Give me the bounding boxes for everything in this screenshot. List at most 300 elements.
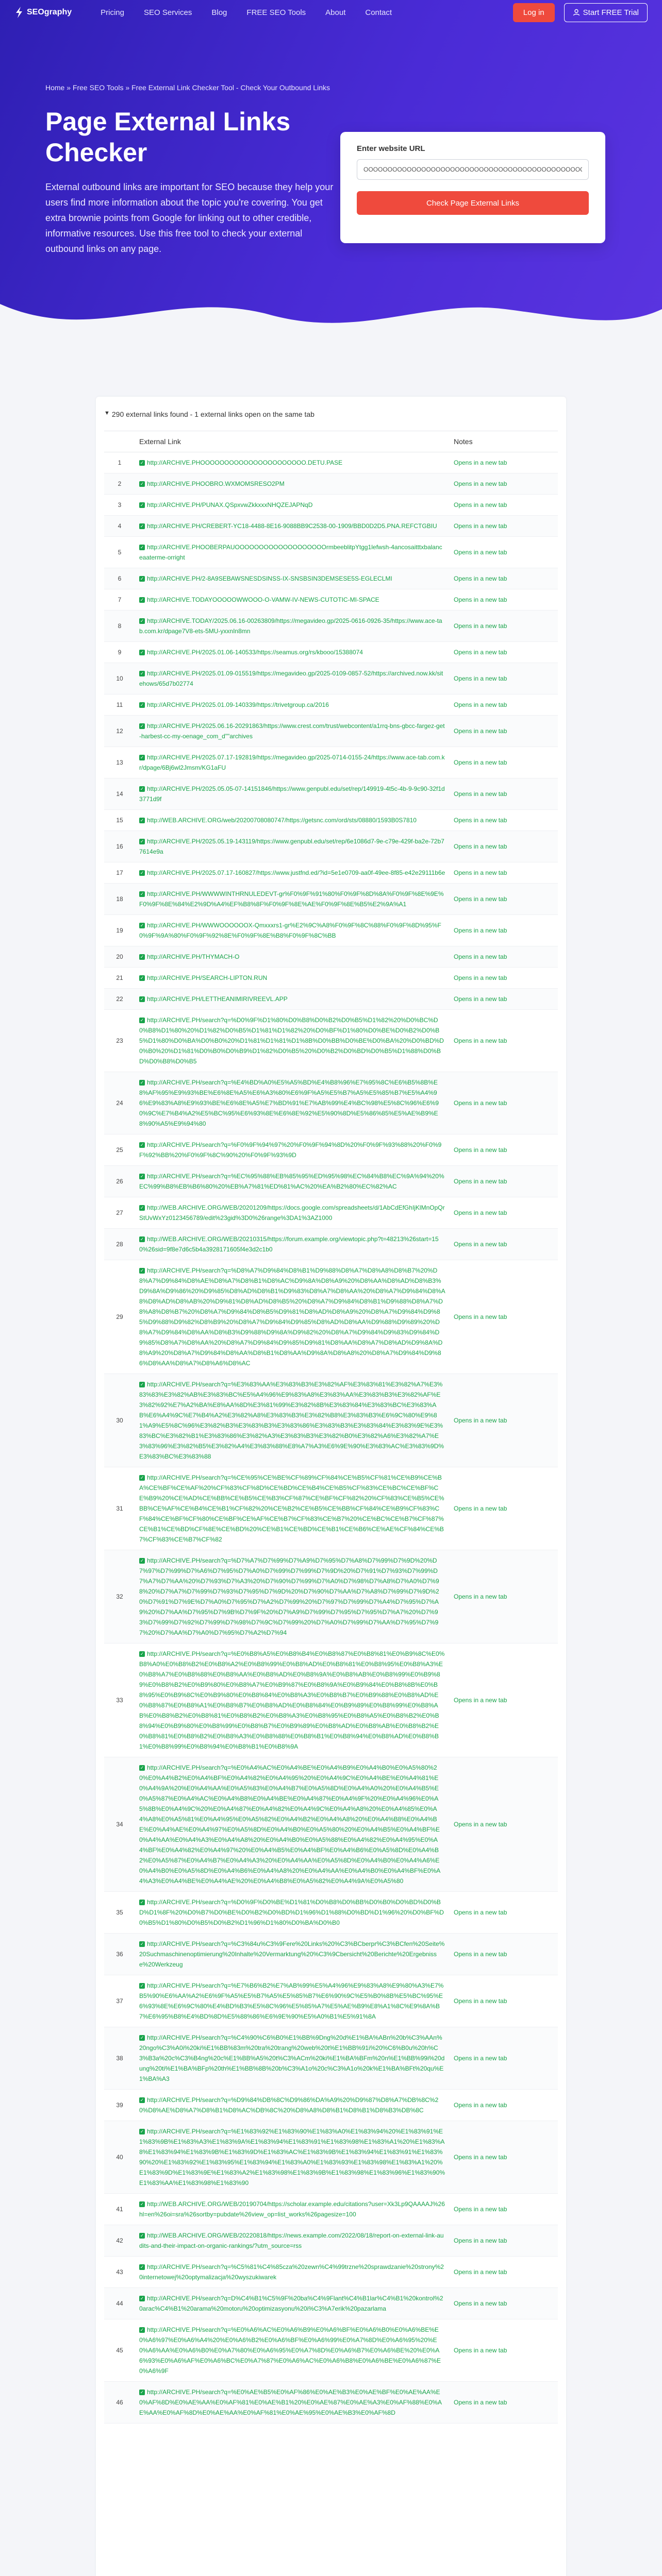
external-link-cell[interactable] (135, 589, 450, 611)
external-link-url[interactable]: http://ARCHIVE.PH/PUNAX.QSpxvwZkkxxxNHQZEJAPNqD (147, 501, 313, 509)
checkmark-icon: ✓ (140, 1174, 144, 1179)
external-link-cell[interactable] (135, 2257, 450, 2288)
external-link-url[interactable]: http://ARCHIVE.PH/search?q=%F0%9F%94%97%20%F0%9F%94%8D%20%F0%9F%93%88%20%F0%9F%92%BB%20%F0%9F%8C%90%20%F0%9F%93%9D (139, 1141, 442, 1159)
checkmark-icon: ✓ (140, 996, 144, 1002)
checkmark-icon: ✓ (140, 523, 144, 529)
nav-link-contact[interactable]: Contact (365, 8, 392, 17)
table-row (104, 1374, 558, 1467)
external-link-url[interactable]: http://WEB.ARCHIVE.ORG/web/20200708080747/https://getsnc.com/ord/sts/08880/1593B0S7810 (147, 817, 417, 824)
table-row (104, 716, 558, 747)
row-note: Opens in a new tab (450, 2027, 558, 2090)
external-link-cell[interactable] (135, 1934, 450, 1975)
intro-text: External outbound links are important for SEO because they help your users find more information about the topic you're covering. You get extra brownie points from Google for linking out to other credible, informative resources. Use this free tool to check your external outbound links on any page. (45, 182, 334, 254)
table-row (104, 537, 558, 568)
row-note: Opens in a new tab (450, 1374, 558, 1467)
row-number: 27 (104, 1197, 135, 1229)
table-row (104, 2121, 558, 2194)
checkmark-icon: ✓ (140, 597, 144, 603)
start-trial-button[interactable] (564, 3, 648, 22)
row-number: 11 (104, 694, 135, 716)
table-row (104, 1010, 558, 1072)
external-link-url[interactable]: http://ARCHIVE.TODAY/2025.06.16-00263809/https://megavideo.gp/2025-0616-0926-35/https://www.ace-tab.com.kr/dpage7V8-ets-5MU-yxxnIn8mn (139, 617, 442, 635)
table-row (104, 884, 558, 915)
checkmark-icon: ✓ (140, 755, 144, 760)
external-link-cell[interactable] (135, 611, 450, 642)
table-row (104, 1934, 558, 1975)
row-note: Opens in a new tab (450, 778, 558, 810)
row-number: 4 (104, 516, 135, 537)
row-note: Opens in a new tab (450, 1134, 558, 1166)
table-row (104, 568, 558, 589)
row-note: Opens in a new tab (450, 946, 558, 968)
external-link-cell[interactable] (135, 1134, 450, 1166)
table-row (104, 946, 558, 968)
table-row (104, 1166, 558, 1197)
external-link-url[interactable]: http://ARCHIVE.PH/search?q=%C4%90%C6%B0%E1%BB%9Dng%20d%E1%BA%ABn%20b%C3%AAn%20ngo%C3%A0i%20ki%E1%BB%83m%20tra%20trang%20web%20t%E1%BB%91i%20%C6%B0u%20h%C3%B3a%20c%C3%B4ng%20c%E1%BB%A5%20t%C3%ACm%20ki%E1%BA%BFm%20n%E1%BB%99i%20dung%20ti%E1%BA%BFp%20th%E1%BB%8B%20b%C3%A1o%20c%C3%A1o%20k%E1%BA%BFt%20qu%E1%BA%A3 (139, 2034, 445, 2082)
row-number: 38 (104, 2027, 135, 2090)
checkmark-icon: ✓ (140, 1941, 144, 1947)
table-row (104, 1229, 558, 1260)
external-link-url[interactable]: http://ARCHIVE.PH/search?q=%D9%84%DB%8C%D9%86%DA%A9%20%D9%87%D8%A7%DB%8C%20%D8%AE%D8%A7%D8%B1%D8%AC%DB%8C%20%D8%A8%D8%B1%D8%B1%D8%B3%DB%8C (139, 2096, 439, 2114)
external-link-url[interactable]: http://ARCHIVE.PH/2-8A9SEBAWSNESDSINSS-IX-SNSBSIN3DEMSESE5S-EGLECLMI (147, 575, 392, 582)
external-link-cell[interactable] (135, 473, 450, 495)
table-row (104, 1467, 558, 1550)
external-link-url[interactable]: http://ARCHIVE.PH/search?q=%E0%B8%A5%E0%B8%B4%E0%B8%87%E0%B8%81%E0%B9%8C%E0%B8%A0%E0%B8%B2%E0%B8%A2%E0%B8%99%E0%B8%AD%E0%B8%81%E0%B8%95%E0%B8%A3%E0%B8%A7%E0%B8%88%E0%B8%AA%E0%B8%AD%E0%B8%9A%E0%B8%AB%E0%B8%99%E0%B9%89%E0%B8%B2%E0%B9%80%E0%B8%A7%E0%B9%87%E0%B8%9A%E0%B9%84%E0%B8%8B%E0%B8%95%E0%B9%8C%E0%B9%80%E0%B8%84%E0%B8%A3%E0%B8%B7%E0%B9%88%E0%B8%AD%E0%B8%87%E0%B8%A1%E0%B8%B7%E0%B8%AD%E0%B8%84%E0%B9%89%E0%B8%99%E0%B8%AB%E0%B8%B2%E0%B8%81%E0%B8%B2%E0%B8%A3%E0%B8%95%E0%B8%A5%E0%B8%B2%E0%B8%94%E0%B9%80%E0%B8%99%E0%B8%B7%E0%B9%89%E0%B8%AD%E0%B8%AB%E0%B8%B2%E0%B8%81%E0%B8%B2%E0%B8%A3%E0%B8%88%E0%B8%B1%E0%B8%94%E0%B8%AD%E0%B8%B1%E0%B8%99%E0%B8%94%E0%B8%B1%E0%B8%9A (139, 1650, 445, 1750)
checkmark-icon: ✓ (140, 839, 144, 844)
table-row (104, 452, 558, 473)
row-number: 28 (104, 1229, 135, 1260)
external-link-cell[interactable] (135, 1010, 450, 1072)
external-link-url[interactable]: http://ARCHIVE.PH/2025.07.17-160827/https://www.justfnd.ed/?id=5e1e0709-aa0f-49ee-8f85-e42e29111b6e (147, 869, 445, 876)
external-link-url[interactable]: http://ARCHIVE.PH/search?q=%D8%A7%D9%84%D8%B1%D9%88%D8%A7%D8%A8%D8%B7%20%D8%A7%D9%84%D8%AE%D8%A7%D8%B1%D8%AC%D9%8A%D8%A9%20%D8%AA%D8%AD%D8%B3%D9%8A%D9%86%20%D9%85%D8%AD%D8%B1%D9%83%D8%A7%D8%AA%20%D8%A7%D9%84%D8%A8%D8%AD%D8%AB%20%D9%81%D8%AD%D8%B5%20%D8%A7%D9%84%D8%B1%D9%88%D8%A7%D8%A8%D8%B7%20%D8%A7%D9%84%D8%B5%D9%81%D8%AD%D8%A9%20%D8%A7%D9%84%D9%85%D9%88%D9%82%D8%B9%20%D8%A7%D9%84%D9%85%D8%AD%D8%AA%D9%88%D9%89%20%D8%A7%D9%84%D8%AA%D8%B3%D9%88%D9%8A%D9%82%20%D8%A7%D9%84%D9%83%D9%84%D9%85%D8%A7%D8%AA%20%D8%A7%D9%84%D9%85%D9%81%D8%AA%D8%A7%D8%AD%D9%8A%D8%A9%20%D8%A7%D9%84%D8%AA%D8%B1%D8%AA%D9%8A%D8%A8%20%D8%A7%D9%84%D9%86%D8%AA%D8%A7%D8%A6%D8%AC (139, 1267, 445, 1367)
external-link-cell[interactable] (135, 537, 450, 568)
row-number: 41 (104, 2194, 135, 2225)
checkmark-icon: ✓ (140, 1080, 144, 1086)
external-link-cell[interactable] (135, 884, 450, 915)
row-note: Opens in a new tab (450, 1229, 558, 1260)
external-link-cell[interactable] (135, 1374, 450, 1467)
checkmark-icon: ✓ (140, 2233, 144, 2239)
checkmark-icon: ✓ (140, 1268, 144, 1274)
row-number: 29 (104, 1260, 135, 1374)
row-note: Opens in a new tab (450, 694, 558, 716)
external-link-cell[interactable] (135, 862, 450, 884)
external-links-table (104, 431, 558, 2424)
external-link-cell[interactable] (135, 946, 450, 968)
checkmark-icon: ✓ (140, 1205, 144, 1211)
table-row (104, 516, 558, 537)
checkmark-icon: ✓ (140, 891, 144, 897)
row-note: Opens in a new tab (450, 2382, 558, 2424)
row-note: Opens in a new tab (450, 495, 558, 516)
checkmark-icon: ✓ (140, 870, 144, 876)
external-link-cell[interactable] (135, 915, 450, 946)
url-input[interactable] (357, 159, 589, 180)
external-link-url[interactable]: http://WEB.ARCHIVE.ORG/WEB/20190704/https://scholar.example.edu/citations?user=Xk3Lp9QAAAAJ%26hl=en%26oi=sra%26sortby=pubdate%26view_op=list_works%26pagesize=100 (139, 2200, 445, 2218)
external-link-cell[interactable] (135, 2121, 450, 2194)
row-note: Opens in a new tab (450, 1975, 558, 2027)
external-link-url[interactable]: http://ARCHIVE.PH/search?q=%D0%9F%D1%80%D0%B8%D0%B2%D0%B5%D1%82%20%D0%BC%D0%B8%D1%80%20%D1%82%D0%B5%D1%81%D1%82%20%D0%BF%D1%80%D0%BE%D0%B2%D0%B5%D1%80%D0%BA%D0%B0%20%D1%81%D1%81%D1%8B%D0%BB%D0%BE%D0%BA%20%D0%BD%D0%B0%20%D1%81%D0%B0%D0%B9%D1%82%D0%B5%20%D0%B2%D0%BD%D0%B5%D1%88%D0%BD%D0%B8%D0%B5 (139, 1016, 444, 1065)
row-number: 36 (104, 1934, 135, 1975)
external-link-cell[interactable] (135, 694, 450, 716)
external-link-cell[interactable] (135, 2194, 450, 2225)
table-row (104, 495, 558, 516)
table-row (104, 611, 558, 642)
checkmark-icon: ✓ (140, 702, 144, 708)
table-header-row (104, 431, 558, 452)
hero-section (0, 0, 662, 340)
start-trial-label: Start FREE Trial (583, 8, 639, 17)
checkmark-icon: ✓ (140, 2129, 144, 2134)
table-row (104, 2319, 558, 2382)
table-row (104, 694, 558, 716)
url-input-label: Enter website URL (357, 144, 425, 153)
row-note: Opens in a new tab (450, 452, 558, 473)
external-link-cell[interactable] (135, 2027, 450, 2090)
table-row (104, 2090, 558, 2121)
table-row (104, 1757, 558, 1892)
row-note: Opens in a new tab (450, 862, 558, 884)
checkmark-icon: ✓ (140, 1382, 144, 1387)
row-number: 5 (104, 537, 135, 568)
external-link-url[interactable]: http://ARCHIVE.PH/search?q=%E0%AE%B5%E0%AF%86%E0%AE%B3%E0%AE%BF%E0%AE%AA%E0%AF%8D%E0%AE%AA%E0%AF%81%E0%AE%B1%20%E0%AE%87%E0%AE%A3%E0%AF%88%E0%AE%AA%E0%AF%8D%E0%AE%AA%E0%AF%81%E0%AE%95%E0%AE%B3%E0%AF%8D (139, 2388, 442, 2416)
row-number: 42 (104, 2225, 135, 2257)
external-link-cell[interactable] (135, 1550, 450, 1643)
row-note: Opens in a new tab (450, 642, 558, 663)
row-note: Opens in a new tab (450, 537, 558, 568)
logo-text: SEOgraphy (27, 8, 72, 16)
external-link-cell[interactable] (135, 831, 450, 862)
external-link-cell[interactable] (135, 1467, 450, 1550)
external-link-cell[interactable] (135, 1892, 450, 1934)
external-link-url[interactable]: http://ARCHIVE.PH/2025.01.09-140339/https://trivetgroup.ca/2016 (147, 701, 329, 708)
table-row (104, 642, 558, 663)
table-row (104, 1975, 558, 2027)
row-number: 30 (104, 1374, 135, 1467)
row-number: 18 (104, 884, 135, 915)
row-number: 22 (104, 989, 135, 1010)
logo-icon (14, 6, 24, 19)
external-link-cell[interactable] (135, 452, 450, 473)
row-note: Opens in a new tab (450, 1010, 558, 1072)
external-link-url[interactable]: http://ARCHIVE.PH/search?q=%C3%84u%C3%9Fere%20Links%20%C3%BCberpr%C3%BCfen%20Seite%20Suchmaschinenoptimierung%20Inhalte%20Vermarktung%20%C3%9Cbersicht%20Berichte%20Ergebnisse%20Werkzeug (139, 1940, 445, 1968)
row-number: 2 (104, 473, 135, 495)
user-icon (573, 9, 580, 16)
row-note: Opens in a new tab (450, 1260, 558, 1374)
checkmark-icon: ✓ (140, 481, 144, 487)
results-summary-text: 290 external links found - 1 external links open on the same tab (111, 410, 315, 418)
row-number: 25 (104, 1134, 135, 1166)
row-number: 45 (104, 2319, 135, 2382)
row-note: Opens in a new tab (450, 2090, 558, 2121)
row-note: Opens in a new tab (450, 747, 558, 778)
external-link-url[interactable]: http://ARCHIVE.PH/2025.05.05-07-14151846/https://www.genpubl.edu/set/rep/149919-4t5c-4b-9-9c90-32f1d3771d9f (139, 785, 445, 803)
table-row (104, 1550, 558, 1643)
row-number: 34 (104, 1757, 135, 1892)
external-link-cell[interactable] (135, 1975, 450, 2027)
external-link-url[interactable]: http://ARCHIVE.PH/CREBERT-YC18-4488-8E16-9088BB9C2538-00-1909/BBD0D2D5.PNA.REFCTGBIU (147, 522, 437, 530)
external-link-url[interactable]: http://ARCHIVE.PH/THYMACH-O (147, 953, 240, 960)
row-note: Opens in a new tab (450, 516, 558, 537)
external-link-cell[interactable] (135, 2319, 450, 2382)
row-note: Opens in a new tab (450, 1072, 558, 1134)
nav-link-blog[interactable]: Blog (211, 8, 227, 17)
external-link-cell[interactable] (135, 516, 450, 537)
row-number: 39 (104, 2090, 135, 2121)
external-link-cell[interactable] (135, 1757, 450, 1892)
checkmark-icon: ✓ (140, 1018, 144, 1023)
external-link-url[interactable]: http://ARCHIVE.PH/search?q=%E4%BD%A0%E5%A5%BD%E4%B8%96%E7%95%8C%E6%B5%8B%E8%AF%95%E9%93%BE%E6%8E%A5%E6%A3%80%E6%9F%A5%E5%B7%A5%E5%85%B7%E5%A4%96%E9%83%A8%E9%93%BE%E6%8E%A5%E7%BD%91%E7%AB%99%E4%BC%98%E5%8C%96%E6%90%9C%E7%B4%A2%E5%BC%95%E6%93%8E%E6%8E%92%E5%90%8D%E5%86%85%E5%AE%B9%E8%90%A5%E9%94%80 (139, 1079, 439, 1127)
row-note: Opens in a new tab (450, 884, 558, 915)
external-link-cell[interactable] (135, 1072, 450, 1134)
row-note: Opens in a new tab (450, 611, 558, 642)
checkmark-icon: ✓ (140, 954, 144, 960)
row-number: 15 (104, 810, 135, 831)
row-note: Opens in a new tab (450, 2319, 558, 2382)
external-link-cell[interactable] (135, 2090, 450, 2121)
checkmark-icon: ✓ (140, 1983, 144, 1989)
table-row (104, 968, 558, 989)
table-row (104, 862, 558, 884)
external-link-url[interactable]: http://ARCHIVE.PH/LETTHEANIMIRIVREEVL.APP (147, 995, 288, 1003)
row-number: 35 (104, 1892, 135, 1934)
checkmark-icon: ✓ (140, 1142, 144, 1148)
checkmark-icon: ✓ (140, 723, 144, 729)
row-number: 43 (104, 2257, 135, 2288)
external-link-cell[interactable] (135, 642, 450, 663)
external-link-url[interactable]: http://ARCHIVE.PHOOBERPAUOOOOOOOOOOOOOOOOOOOrmbeeblitpYtgg1lefwsh-4ancosaitttxbalanceaaterme-orright (139, 544, 442, 561)
external-link-url[interactable]: http://ARCHIVE.PH/2025.07.17-192819/https://megavideo.gp/2025-0714-0155-24/https://www.ace-tab.com.kr/dpage/6Bj6wl2Jmsm/KG1aFU (139, 754, 445, 771)
checkmark-icon: ✓ (140, 818, 144, 823)
checkmark-icon: ✓ (140, 502, 144, 508)
table-row (104, 810, 558, 831)
checkmark-icon: ✓ (140, 2201, 144, 2207)
table-row (104, 1072, 558, 1134)
row-note: Opens in a new tab (450, 568, 558, 589)
column-header-notes: Notes (450, 431, 558, 452)
external-link-cell[interactable] (135, 1260, 450, 1374)
checkmark-icon: ✓ (140, 618, 144, 624)
row-note: Opens in a new tab (450, 1197, 558, 1229)
row-number: 3 (104, 495, 135, 516)
external-link-url[interactable]: http://ARCHIVE.PH/SEARCH-LIPTON.RUN (147, 974, 268, 981)
table-row (104, 831, 558, 862)
external-link-url[interactable]: http://ARCHIVE.PH/search?q=%EC%95%88%EB%85%95%ED%95%98%EC%84%B8%EC%9A%94%20%EC%99%B8%EB%B6%80%20%EB%A7%81%ED%81%AC%20%EA%B2%80%EC%82%AC (139, 1173, 444, 1190)
logo[interactable] (14, 6, 72, 19)
page-title: Page External Links Checker (45, 107, 291, 167)
nav-link-free-seo-tools[interactable]: FREE SEO Tools (246, 8, 306, 17)
checkmark-icon: ✓ (140, 671, 144, 676)
external-link-url[interactable]: http://WEB.ARCHIVE.ORG/WEB/20210315/https://forum.example.org/viewtopic.php?t=48213%26start=150%26sid=9f8e7d6c5b4a3928171605f4e3d2c1b0 (139, 1235, 439, 1253)
external-link-url[interactable]: http://ARCHIVE.PH/search?q=%E3%83%AA%E3%83%B3%E3%82%AF%E3%83%81%E3%82%A7%E3%83%83%E3%82%AB%E3%83%BC%E5%A4%96%E9%83%A8%E3%83%AA%E3%83%B3%E3%82%AF%E3%82%92%E7%A2%BA%E8%AA%8D%E3%81%99%E3%82%8B%E3%83%84%E3%83%BC%E3%83%AB%E6%A4%9C%E7%B4%A2%E3%82%A8%E3%83%B3%E3%82%B8%E3%83%B3%E6%9C%80%E9%81%A9%E5%8C%96%E3%82%B3%E3%83%B3%E3%83%86%E3%83%B3%E3%83%84%E3%83%9E%E3%83%BC%E3%82%B1%E3%83%86%E3%82%A3%E3%83%B3%E3%82%B0%E3%82%A6%E3%82%A7%E3%83%96%E3%82%B5%E3%82%A4%E3%83%88%E8%A7%A3%E6%9E%90%E3%83%AC%E3%83%9D%E3%83%BC%E3%83%88 (139, 1381, 444, 1460)
external-link-cell[interactable] (135, 778, 450, 810)
external-link-url[interactable]: http://ARCHIVE.PH/WWWOOOOOOX-Qmxxxrs1-gr%E2%9C%A8%F0%9F%8C%88%F0%9F%8D%95%F0%9F%9A%80%F0%9F%92%8E%F0%9F%8E%B8%F0%9F%8C%BB (139, 922, 441, 939)
table-row (104, 915, 558, 946)
checkmark-icon: ✓ (140, 2035, 144, 2041)
column-header-link: External Link (135, 431, 450, 452)
row-number: 13 (104, 747, 135, 778)
row-number: 20 (104, 946, 135, 968)
table-row (104, 2027, 558, 2090)
row-note: Opens in a new tab (450, 1757, 558, 1892)
table-row (104, 1643, 558, 1757)
external-link-url[interactable]: http://ARCHIVE.PH/search?q=%E0%A6%AC%E0%A6%B9%E0%A6%BF%E0%A6%B0%E0%A6%BE%E0%A6%97%E0%A6%A4%20%E0%A6%B2%E0%A6%BF%E0%A6%99%E0%A7%8D%E0%A6%95%20%E0%A6%AA%E0%A6%B0%E0%A7%80%E0%A6%95%E0%A7%8D%E0%A6%B7%E0%A6%BE%20%E0%A6%93%E0%A6%AF%E0%A6%BC%E0%A7%87%E0%A6%AC%E0%A6%B8%E0%A6%BE%E0%A6%87%E0%A6%9F (139, 2326, 441, 2375)
external-link-cell[interactable] (135, 2225, 450, 2257)
checkmark-icon: ✓ (140, 2264, 144, 2270)
row-note: Opens in a new tab (450, 1467, 558, 1550)
row-note: Opens in a new tab (450, 589, 558, 611)
row-number: 12 (104, 716, 135, 747)
results-panel (96, 397, 566, 2576)
table-row (104, 1134, 558, 1166)
table-row (104, 2194, 558, 2225)
external-link-url[interactable]: http://ARCHIVE.PHOOOOOOOOOOOOOOOOOOOOOO.DETU.PASE (147, 459, 343, 466)
checkmark-icon: ✓ (140, 975, 144, 981)
row-note: Opens in a new tab (450, 1643, 558, 1757)
nav-link-seo-services[interactable]: SEO Services (144, 8, 192, 17)
external-link-cell[interactable] (135, 1197, 450, 1229)
table-row (104, 1892, 558, 1934)
checkmark-icon: ✓ (140, 650, 144, 655)
external-link-cell[interactable] (135, 989, 450, 1010)
row-number: 1 (104, 452, 135, 473)
row-note: Opens in a new tab (450, 1934, 558, 1975)
row-number: 23 (104, 1010, 135, 1072)
top-navbar (0, 0, 662, 25)
external-link-cell[interactable] (135, 810, 450, 831)
checkmark-icon: ✓ (140, 2296, 144, 2301)
row-number: 46 (104, 2382, 135, 2424)
row-note: Opens in a new tab (450, 2257, 558, 2288)
external-link-url[interactable]: http://ARCHIVE.PH/search?q=%E7%B6%B2%E7%AB%99%E5%A4%96%E9%83%A8%E9%80%A3%E7%B5%90%E6%AA%A2%E6%9F%A5%E5%B7%A5%E5%85%B7%E6%90%9C%E5%B0%8B%E5%BC%95%E6%93%8E%E6%9C%80%E4%BD%B3%E5%8C%96%E5%85%A7%E5%AE%B9%E8%A1%8C%E9%8A%B7%E6%95%B8%E4%BD%8D%E5%88%86%E6%9E%90%E5%A0%B1%E5%91%8A (139, 1982, 444, 2020)
row-note: Opens in a new tab (450, 2194, 558, 2225)
row-number: 32 (104, 1550, 135, 1643)
row-note: Opens in a new tab (450, 663, 558, 694)
row-number: 17 (104, 862, 135, 884)
external-link-cell[interactable] (135, 1166, 450, 1197)
row-note: Opens in a new tab (450, 473, 558, 495)
external-link-url[interactable]: http://ARCHIVE.PH/2025.01.06-140533/https://seamus.org/rs/kbooo/15388074 (147, 649, 363, 656)
row-note: Opens in a new tab (450, 716, 558, 747)
nav-actions (513, 3, 648, 22)
external-link-cell[interactable] (135, 968, 450, 989)
external-link-url[interactable]: http://ARCHIVE.PH/search?q=%D0%9F%D0%BE%D1%81%D0%B8%D0%BB%D0%B0%D0%BD%D0%BD%D1%8F%20%D0%B7%D0%BE%D0%B2%D0%BD%D1%96%D1%88%D0%BD%D1%96%20%D0%BF%D0%B5%D1%80%D0%B5%D0%B2%D1%96%D1%80%D0%BA%D0%B0 (139, 1899, 444, 1926)
row-number: 31 (104, 1467, 135, 1550)
url-check-form (340, 132, 605, 243)
table-row (104, 473, 558, 495)
nav-link-about[interactable]: About (325, 8, 346, 17)
checkmark-icon: ✓ (140, 2327, 144, 2333)
table-row (104, 778, 558, 810)
table-row (104, 747, 558, 778)
external-link-cell[interactable] (135, 1229, 450, 1260)
table-row (104, 663, 558, 694)
external-link-cell[interactable] (135, 2288, 450, 2319)
external-link-url[interactable]: http://ARCHIVE.PH/WWWWINTHRNULEDEVT-gr%F0%9F%91%80%F0%9F%8D%8A%F0%9F%8E%9E%F0%9F%8E%84%E2%9D%A4%EF%B8%8F%F0%9F%8E%AE%F0%9F%8E%B5%E2%9A%A1 (139, 890, 444, 908)
external-link-url[interactable]: http://ARCHIVE.PH/search?q=%CE%95%CE%BE%CF%89%CF%84%CE%B5%CF%81%CE%B9%CE%BA%CE%BF%CE%AF%20%CF%83%CF%8D%CE%BD%CE%B4%CE%B5%CF%83%CE%BC%CE%BF%CE%B9%20%CE%AD%CE%BB%CE%B5%CE%B3%CF%87%CE%BF%CF%82%20%CF%83%CE%B5%CE%BB%CE%AF%CE%B4%CE%B1%CF%82%20%CE%B2%CE%B5%CE%BB%CF%84%CE%B9%CF%83%CF%84%CE%BF%CF%80%CE%BF%CE%AF%CE%B7%CF%83%CE%B7%20%CE%BC%CE%B7%CF%87%CE%B1%CE%BD%CF%8E%CE%BD%20%CE%B1%CE%BD%CE%B1%CE%B6%CE%AE%CF%84%CE%B7%CF%83%CE%B7%CF%82 (139, 1474, 444, 1543)
external-link-url[interactable]: http://ARCHIVE.PH/2025.06.16-20291863/https://www.crest.com/trust/webcontent/a1rrq-bns-gbcc-fargez-get-harbest-cc-my-oenage_com_d""archives (139, 722, 445, 740)
external-link-cell[interactable] (135, 568, 450, 589)
collapse-triangle-icon: ▼ (104, 410, 110, 416)
row-number: 26 (104, 1166, 135, 1197)
external-link-url[interactable]: http://ARCHIVE.PH/2025.01.09-015519/https://megavideo.gp/2025-0109-0857-52/https://archived.now.kk/sitehows/65d7b02774 (139, 670, 443, 687)
row-number: 16 (104, 831, 135, 862)
row-number: 19 (104, 915, 135, 946)
external-link-url[interactable]: http://ARCHIVE.PH/search?q=%E1%83%92%E1%83%90%E1%83%A0%E1%83%94%20%E1%83%91%E1%83%9B%E1%83%A3%E1%83%9A%E1%83%94%E1%83%91%E1%83%98%E1%83%A1%20%E1%83%A8%E1%83%94%E1%83%9B%E1%83%9D%E1%83%AC%E1%83%9B%E1%83%94%E1%83%91%E1%83%90%20%E1%83%92%E1%83%95%E1%83%94%E1%83%A0%E1%83%93%E1%83%98%E1%83%A1%20%E1%83%9D%E1%83%9E%E1%83%A2%E1%83%98%E1%83%9B%E1%83%98%E1%83%96%E1%83%90%E1%83%AA%E1%83%98%E1%83%90 (139, 2128, 445, 2187)
row-number: 44 (104, 2288, 135, 2319)
table-row (104, 2288, 558, 2319)
row-note: Opens in a new tab (450, 1166, 558, 1197)
checkmark-icon: ✓ (140, 1900, 144, 1905)
row-note: Opens in a new tab (450, 1892, 558, 1934)
checkmark-icon: ✓ (140, 576, 144, 582)
breadcrumb[interactable]: Home » Free SEO Tools » Free External Link Checker Tool - Check Your Outbound Links (45, 83, 330, 92)
row-number: 8 (104, 611, 135, 642)
external-link-cell[interactable] (135, 663, 450, 694)
checkmark-icon: ✓ (140, 1651, 144, 1657)
results-summary[interactable] (96, 397, 566, 431)
external-link-url[interactable]: http://WEB.ARCHIVE.ORG/WEB/20201209/https://docs.google.com/spreadsheets/d/1AbCdEfGhIjKlMnOpQrStUvWxYz0123456789/edit%23gid%3D0%26range%3DA1%3AZ1000 (139, 1204, 445, 1222)
external-link-cell[interactable] (135, 2382, 450, 2424)
row-note: Opens in a new tab (450, 2225, 558, 2257)
checkmark-icon: ✓ (140, 1236, 144, 1242)
table-body (104, 452, 558, 2424)
external-link-url[interactable]: http://ARCHIVE.PH/2025.05.19-143119/https://www.genpubl.edu/set/rep/6e1086d7-9e-c79e-429f-ba2e-72b77614e9a (139, 838, 444, 855)
external-link-cell[interactable] (135, 495, 450, 516)
checkmark-icon: ✓ (140, 1765, 144, 1771)
row-number: 24 (104, 1072, 135, 1134)
table-row (104, 589, 558, 611)
external-link-cell[interactable] (135, 1643, 450, 1757)
row-number: 40 (104, 2121, 135, 2194)
table-row (104, 2225, 558, 2257)
row-number: 33 (104, 1643, 135, 1757)
nav-links (101, 8, 392, 17)
external-link-url[interactable]: http://ARCHIVE.TODAYOOOOOWWOOO-O-VAMW-IV-NEWS-CUTOTIC-MI-SPACE (147, 596, 379, 603)
external-link-cell[interactable] (135, 747, 450, 778)
row-number: 9 (104, 642, 135, 663)
table-row (104, 2382, 558, 2424)
row-note: Opens in a new tab (450, 968, 558, 989)
check-links-button[interactable]: Check Page External Links (357, 191, 589, 215)
checkmark-icon: ✓ (140, 786, 144, 792)
row-note: Opens in a new tab (450, 1550, 558, 1643)
login-button[interactable]: Log in (513, 3, 555, 22)
checkmark-icon: ✓ (140, 1558, 144, 1564)
external-link-url[interactable]: http://ARCHIVE.PH/search?q=%C5%81%C4%85cza%20zewn%C4%99trzne%20sprawdzanie%20strony%20internetowej%20optymalizacja%20wyszukiwarek (139, 2263, 444, 2281)
table-row (104, 989, 558, 1010)
table-row (104, 1197, 558, 1229)
hero-wave-divider (0, 289, 662, 350)
row-number: 10 (104, 663, 135, 694)
external-link-url[interactable]: http://ARCHIVE.PH/search?q=D%C4%B1%C5%9F%20ba%C4%9Flant%C4%B1lar%C4%B1%20kontrol%20arac%C4%B1%20arama%20motoru%20optimizasyonu%20i%C3%A7erik%20pazarlama (139, 2295, 443, 2312)
nav-link-pricing[interactable]: Pricing (101, 8, 124, 17)
checkmark-icon: ✓ (140, 2097, 144, 2103)
table-row (104, 2257, 558, 2288)
checkmark-icon: ✓ (140, 545, 144, 550)
external-link-cell[interactable] (135, 716, 450, 747)
row-note: Opens in a new tab (450, 831, 558, 862)
external-link-url[interactable]: http://ARCHIVE.PH/search?q=%E0%A4%AC%E0%A4%BE%E0%A4%B9%E0%A4%B0%E0%A5%80%20%E0%A4%B2%E0%A4%BF%E0%A4%82%E0%A4%95%20%E0%A4%9C%E0%A4%BE%E0%A4%81%E0%A4%9A%20%E0%A4%AA%E0%A5%83%E0%A4%B7%E0%A5%8D%E0%A4%A0%20%E0%A4%B5%E0%A5%87%E0%A4%AC%E0%A4%B8%E0%A4%BE%E0%A4%87%E0%A4%9F%20%E0%A4%96%E0%A5%8B%E0%A4%9C%20%E0%A4%87%E0%A4%82%E0%A4%9C%E0%A4%A8%20%E0%A4%85%E0%A4%A8%E0%A5%81%E0%A4%95%E0%A5%82%E0%A4%B2%E0%A4%A8%20%E0%A4%B8%E0%A4%BE%E0%A4%AE%E0%A4%97%E0%A5%8D%E0%A4%B0%E0%A5%80%20%E0%A4%B5%E0%A4%BF%E0%A4%AA%E0%A4%A3%E0%A4%A8%20%E0%A4%B0%E0%A5%88%E0%A4%82%E0%A4%95%E0%A4%BF%E0%A4%82%E0%A4%97%20%E0%A4%B5%E0%A4%BF%E0%A4%B6%E0%A5%8D%E0%A4%B2%E0%A5%87%E0%A4%B7%E0%A4%A3%20%E0%A4%AA%E0%A5%8D%E0%A4%B0%E0%A4%A6%E0%A4%B0%E0%A5%8D%E0%A4%B6%E0%A4%A8%20%E0%A4%AA%E0%A4%B0%E0%A4%BF%E0%A4%A3%E0%A4%BE%E0%A4%AE%20%E0%A4%B8%E0%A5%82%E0%A4%9A%E0%A5%80 (139, 1764, 441, 1885)
column-header-number (104, 431, 135, 452)
external-link-url[interactable]: http://ARCHIVE.PHOOBRO.WXMOMSRESO2PM (147, 480, 285, 487)
row-number: 37 (104, 1975, 135, 2027)
row-number: 21 (104, 968, 135, 989)
row-note: Opens in a new tab (450, 989, 558, 1010)
row-note: Opens in a new tab (450, 2121, 558, 2194)
external-link-url[interactable]: http://ARCHIVE.PH/search?q=%D7%A7%D7%99%D7%A9%D7%95%D7%A8%D7%99%D7%9D%20%D7%97%D7%99%D7%A6%D7%95%D7%A0%D7%99%D7%99%D7%9D%20%D7%91%D7%93%D7%99%D7%A7%D7%AA%20%D7%93%D7%A3%20%D7%90%D7%99%D7%A0%D7%98%D7%A8%D7%A0%D7%98%20%D7%A7%D7%99%D7%93%D7%95%D7%9D%20%D7%90%D7%AA%D7%A8%D7%99%D7%9D%20%D7%91%D7%9E%D7%A0%D7%95%D7%A2%D7%99%20%D7%97%D7%99%D7%A4%D7%95%D7%A9%20%D7%AA%D7%95%D7%9B%D7%9F%20%D7%A9%D7%99%D7%95%D7%95%D7%A7%20%D7%93%D7%99%D7%92%D7%99%D7%98%D7%9C%D7%99%20%D7%A0%D7%99%D7%AA%D7%95%D7%97%20%D7%AA%D7%A0%D7%95%D7%A2%D7%94 (139, 1557, 439, 1636)
external-link-url[interactable]: http://WEB.ARCHIVE.ORG/WEB/20220818/https://news.example.com/2022/08/18/report-on-external-link-audits-and-their-impact-on-organic-rankings/?utm_source=rss (139, 2232, 444, 2249)
